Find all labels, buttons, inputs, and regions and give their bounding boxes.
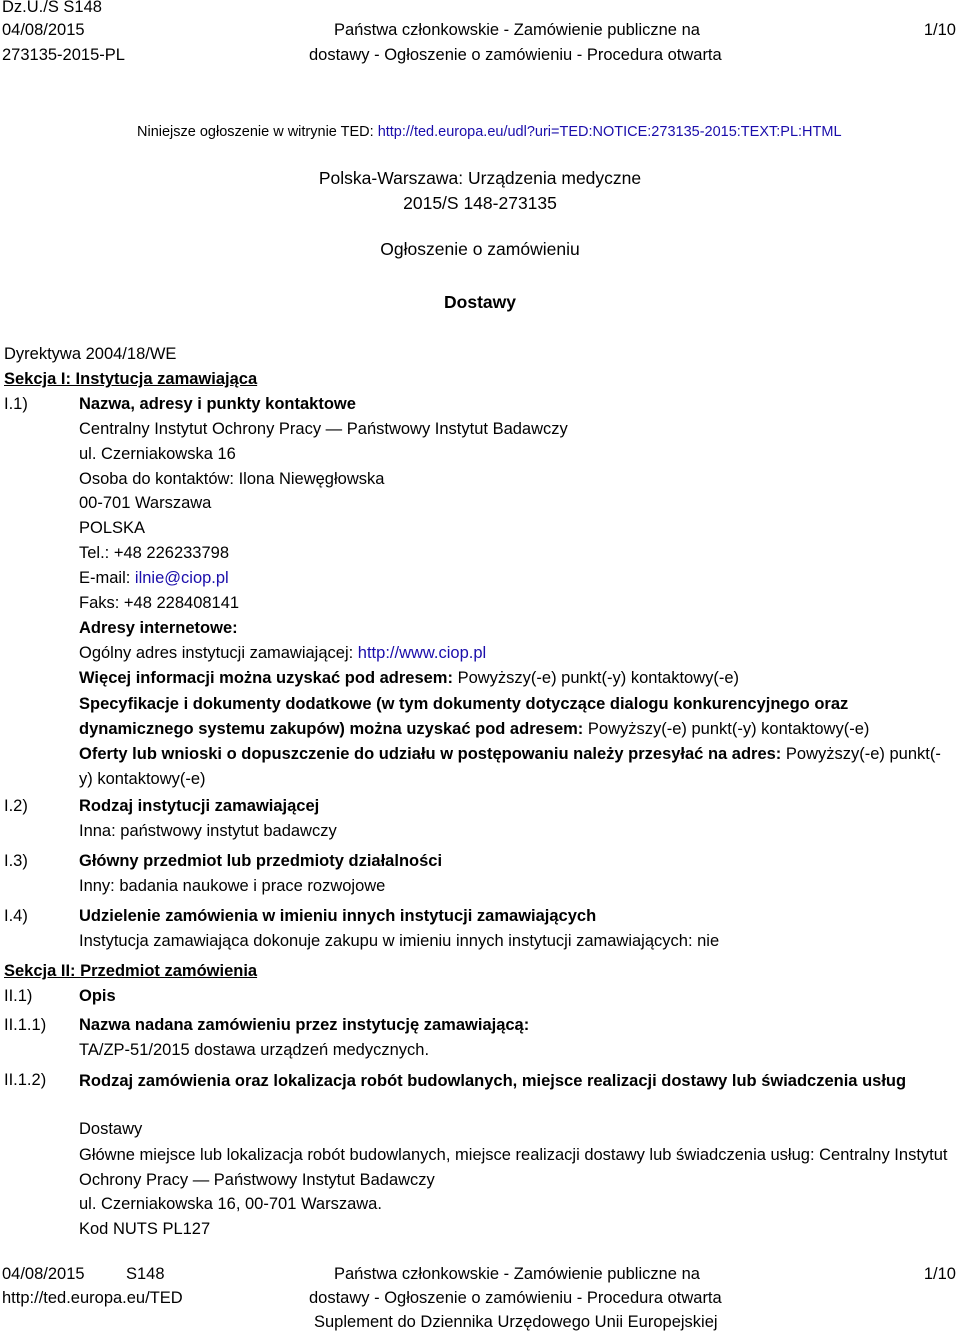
i2-number: I.2) [4,797,28,815]
org-city: 00-701 Warszawa [79,494,212,512]
offers-label: Oferty lub wnioski o dopuszczenie do udziału w postępowaniu należy przesyłać na adres: [79,745,786,763]
footer-issue: S148 [126,1265,165,1283]
web-label: Ogólny adres instytucji zamawiającej: [79,644,358,662]
header-journal-ref: Dz.U./S S148 [2,0,102,16]
ii12-number: II.1.2) [4,1071,47,1089]
notice-number: 2015/S 148-273135 [403,193,557,213]
spec-docs-label: Specyfikacje i dokumenty dodatkowe (w tym dokumenty dotyczące dialogu konkurencyjnego oraz dynamicznego systemu zakupów) można uzyskać pod adresem: [79,695,849,738]
notice-type: Ogłoszenie o zamówieniu [380,239,580,259]
section-1-heading: Sekcja I: Instytucja zamawiająca [4,370,258,388]
footer-title-line2: dostawy - Ogłoszenie o zamówieniu - Procedura otwarta [309,1289,722,1307]
section-2-heading: Sekcja II: Przedmiot zamówienia [4,962,258,980]
footer-supplement: Suplement do Dziennika Urzędowego Unii Europejskiej [314,1313,718,1331]
ii12-title: Rodzaj zamówienia oraz lokalizacja robót budowlanych, miejsce realizacji dostawy lub świadczenia usług [79,1072,907,1090]
footer-date: 04/08/2015 [2,1265,85,1283]
i2-value: Inna: państwowy instytut badawczy [79,822,337,840]
email-label: E-mail: [79,569,135,587]
header-title-line2: dostawy - Ogłoszenie o zamówieniu - Procedura otwarta [309,46,722,64]
i1-title: Nazwa, adresy i punkty kontaktowe [79,395,356,413]
i4-value: Instytucja zamawiająca dokonuje zakupu w imieniu innych instytucji zamawiających: nie [79,932,720,950]
ii12-type: Dostawy [79,1120,143,1138]
ii1-title: Opis [79,987,116,1005]
footer-url[interactable]: http://ted.europa.eu/TED [2,1289,183,1307]
org-web-row [79,644,486,663]
ted-notice-line [137,124,842,140]
i1-number: I.1) [4,395,28,413]
ii11-title: Nazwa nadana zamówieniu przez instytucję zamawiającą: [79,1016,530,1034]
header-notice-id: 273135-2015-PL [2,46,125,64]
web-link[interactable]: http://www.ciop.pl [357,644,487,662]
header-page-number: 1/10 [923,21,956,39]
ii12-nuts: Kod NUTS PL127 [79,1220,211,1238]
org-country: POLSKA [79,519,146,537]
spec-docs-row [79,692,949,742]
ii12-address: ul. Czerniakowska 16, 00-701 Warszawa. [79,1195,382,1213]
directive: Dyrektywa 2004/18/WE [4,345,177,363]
i4-title: Udzielenie zamówienia w imieniu innych instytucji zamawiających [79,907,597,925]
org-name: Centralny Instytut Ochrony Pracy — Państwowy Instytut Badawczy [79,420,568,438]
footer-title-line1: Państwa członkowskie - Zamówienie publiczne na [334,1265,700,1283]
i3-number: I.3) [4,852,28,870]
spec-docs-value: Powyższy(-e) punkt(-y) kontaktowy(-e) [587,719,870,738]
web-addresses-heading: Adresy internetowe: [79,619,238,637]
offers-value: Powyższy(-e) punkt(-y) kontaktowy(-e) [79,745,941,788]
ii1-number: II.1) [4,987,33,1005]
ii11-value: TA/ZP-51/2015 dostawa urządzeń medycznych. [79,1041,430,1059]
footer-page-number: 1/10 [923,1265,956,1283]
contract-type: Dostawy [444,292,516,312]
i3-title: Główny przedmiot lub przedmioty działalności [79,852,443,870]
more-info-row [79,669,739,688]
header-date: 04/08/2015 [2,21,85,39]
ted-notice-link[interactable]: http://ted.europa.eu/udl?uri=TED:NOTICE:273135-2015:TEXT:PL:HTML [377,124,842,140]
org-phone: Tel.: +48 226233798 [79,544,230,562]
org-street: ul. Czerniakowska 16 [79,445,236,463]
email-link[interactable]: ilnie@ciop.pl [134,569,229,587]
header-title-line1: Państwa członkowskie - Zamówienie publiczne na [334,21,700,39]
org-email-row [79,569,229,588]
i4-number: I.4) [4,907,28,925]
contact-person: Osoba do kontaktów: Ilona Niewęgłowska [79,470,385,488]
offers-row [79,742,949,792]
more-info-label: Więcej informacji można uzyskać pod adresem: [79,669,458,687]
i3-value: Inny: badania naukowe i prace rozwojowe [79,877,386,895]
org-fax: Faks: +48 228408141 [79,594,240,612]
notice-title: Polska-Warszawa: Urządzenia medyczne [318,168,642,188]
more-info-value: Powyższy(-e) punkt(-y) kontaktowy(-e) [457,669,740,687]
i2-title: Rodzaj instytucji zamawiającej [79,797,320,815]
ii11-number: II.1.1) [4,1016,47,1034]
ted-notice-prefix: Niniejsze ogłoszenie w witrynie TED: [137,124,378,140]
ii12-location: Główne miejsce lub lokalizacja robót budowlanych, miejsce realizacji dostawy lub świadczenia usług: Centralny Instytut Ochrony Pracy — Państwowy Instytut Badawczy [79,1146,948,1189]
